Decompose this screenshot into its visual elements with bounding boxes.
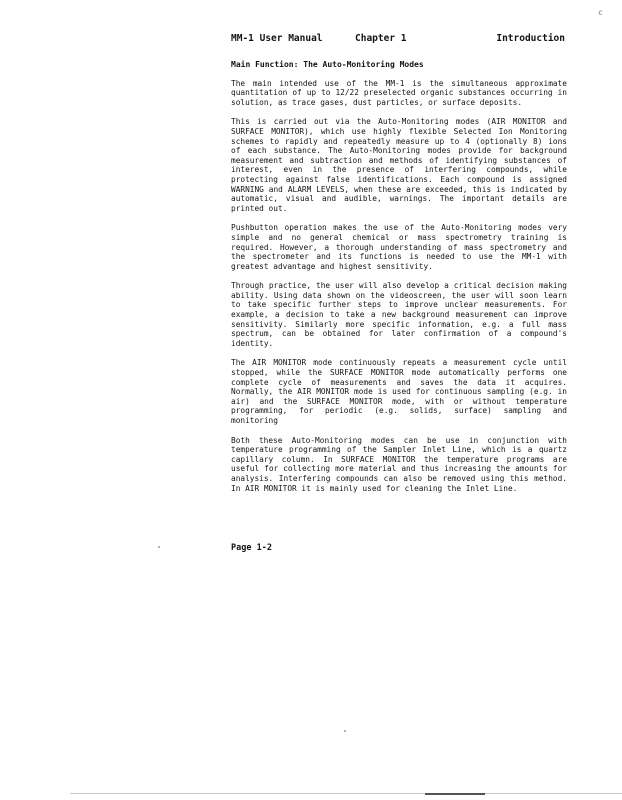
page-body <box>231 60 567 503</box>
paragraph-4: Through practice, the user will also develop a critical decision making ability. Using data shown on the videoscreen, the user will soon learn to take specific further steps to improve unclear measurements. For example, a decision to take a new background measurement can improve sensitivity. Similarly more specific information, e.g. a full mass spectrum, can be obtained for later confirmation of a compound's identity. <box>231 281 567 348</box>
paragraph-3: Pushbutton operation makes the use of the Auto-Monitoring modes very simple and no general chemical or mass spectrometry training is required. However, a thorough understanding of mass spectrometry and the spectrometer and its functions is needed to use the MM-1 with greatest advantage and highest sensitivity. <box>231 223 567 271</box>
corner-mark: c <box>598 8 603 17</box>
scan-speck <box>158 546 160 548</box>
paragraph-2: This is carried out via the Auto-Monitoring modes (AIR MONITOR and SURFACE MONITOR), which use highly flexible Selected Ion Monitoring schemes to rapidly and repeatedly measure up to 4 (optionally 8) ions of each substance. The Auto-Monitoring modes provide for background measurement and subtraction and methods of identifying substances of interest, even in the presence of interfering compounds, while protecting against false identifications. Each compound is assigned WARNING and ALARM LEVELS, when these are exceeded, this is indicated by automatic, visual and audible, warnings. The important details are printed out. <box>231 117 567 213</box>
header-section: Introduction <box>496 33 565 44</box>
paragraph-1: The main intended use of the MM-1 is the simultaneous approximate quantitation of up to 12/22 preselected organic substances occurring in solution, as trace gases, dust particles, or surface deposits. <box>231 78 567 107</box>
scan-speck <box>344 730 346 732</box>
header-chapter: Chapter 1 <box>355 33 407 44</box>
page-number: Page 1-2 <box>231 543 272 553</box>
paragraph-6: Both these Auto-Monitoring modes can be use in conjunction with temperature programming of the Sampler Inlet Line, which is a quartz capillary column. In SURFACE MONITOR the temperature programs are useful for collecting more material and thus increasing the amounts for analysis. Interfering compounds can also be removed using this method. In AIR MONITOR it is mainly used for cleaning the Inlet Line. <box>231 435 567 493</box>
scan-edge-mark <box>425 793 485 795</box>
section-title: Main Function: The Auto-Monitoring Modes <box>231 60 424 69</box>
page-header <box>231 33 565 47</box>
paragraph-5: The AIR MONITOR mode continuously repeats a measurement cycle until stopped, while the SURFACE MONITOR mode automatically performs one complete cycle of measurements and saves the data it acquires. Normally, the AIR MONITOR mode is used for continuous sampling (e.g. in air) and the SURFACE MONITOR mode, with or without temperature programming, for periodic (e.g. solids, surface) sampling and monitoring <box>231 358 567 425</box>
scan-edge-line <box>70 793 622 794</box>
header-manual-title: MM-1 User Manual <box>231 33 323 44</box>
